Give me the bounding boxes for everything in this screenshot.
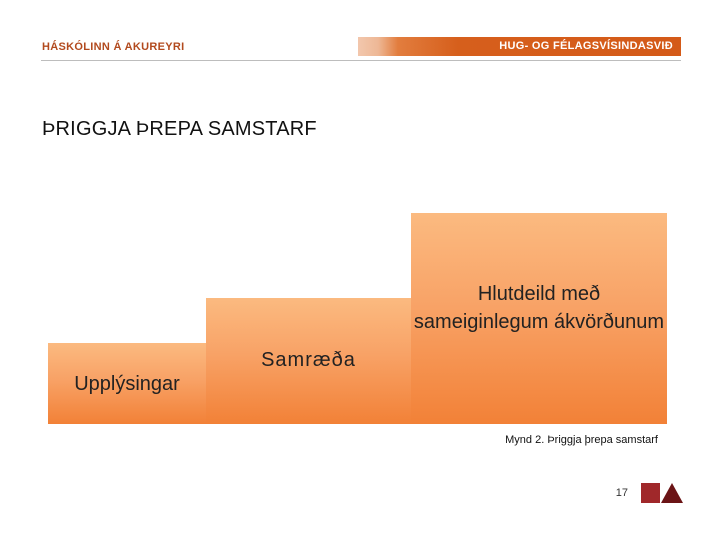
figure-caption: Mynd 2. Þriggja þrepa samstarf (505, 434, 658, 446)
header-faculty: HUG- OG FÉLAGSVÍSINDASVIÐ (499, 40, 673, 52)
step-3-label: Hlutdeild með sameiginlegum ákvörðunum (413, 283, 665, 333)
header-institution: HÁSKÓLINN Á AKUREYRI (42, 41, 185, 53)
logo-square (641, 483, 660, 503)
step-1-label: Upplýsingar (74, 373, 180, 395)
header-faculty-bar (358, 37, 681, 56)
university-logo-icon (641, 483, 683, 503)
header-divider (41, 60, 681, 61)
logo-triangle (661, 483, 683, 503)
step-2-label: Samræða (261, 349, 356, 371)
page-number: 17 (615, 487, 628, 499)
page-title: ÞRIGGJA ÞREPA SAMSTARF (42, 118, 317, 140)
